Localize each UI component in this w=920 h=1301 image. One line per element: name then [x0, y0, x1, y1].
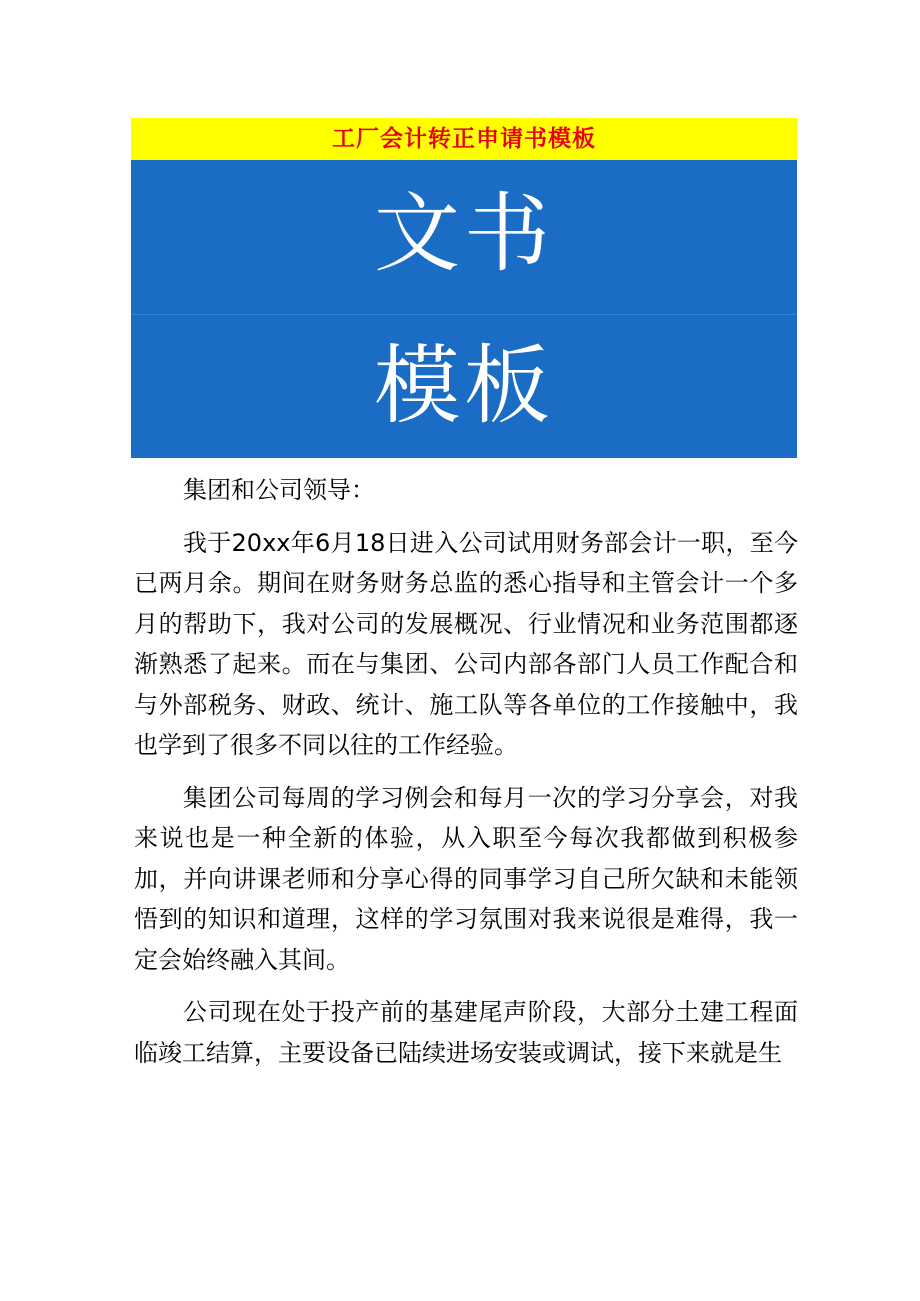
paragraph-1: 我于20xx年6月18日进入公司试用财务部会计一职，至今已两月余。期间在财务财务总监的悉心指导和主管会计一个多月的帮助下，我对公司的发展概况、行业情况和业务范围都逐渐熟悉了起来。而在与集团、公司内部各部门人员工作配合和与外部税务、财政、统计、施工队等各单位的工作接触中，我也学到了很多不同以往的工作经验。 — [134, 528, 798, 759]
banner-line-2: 模板 — [374, 336, 554, 436]
title-band — [131, 118, 797, 160]
document-title: 工厂会计转正申请书模板 — [332, 126, 596, 152]
letter-body — [134, 470, 798, 1085]
salutation: 集团和公司领导： — [183, 476, 375, 504]
cover-banner — [131, 118, 797, 458]
blue-banner — [131, 160, 797, 458]
banner-line-1: 文书 — [374, 184, 554, 284]
banner-divider — [131, 314, 797, 315]
paragraph-2: 集团公司每周的学习例会和每月一次的学习分享会，对我来说也是一种全新的体验，从入职至今每次我都做到积极参加，并向讲课老师和分享心得的同事学习自己所欠缺和未能领悟到的知识和道理，这样的学习氛围对我来说很是难得，我一定会始终融入其间。 — [134, 783, 798, 974]
paragraph-3: 公司现在处于投产前的基建尾声阶段，大部分土建工程面临竣工结算，主要设备已陆续进场安装或调试，接下来就是生 — [134, 998, 798, 1067]
